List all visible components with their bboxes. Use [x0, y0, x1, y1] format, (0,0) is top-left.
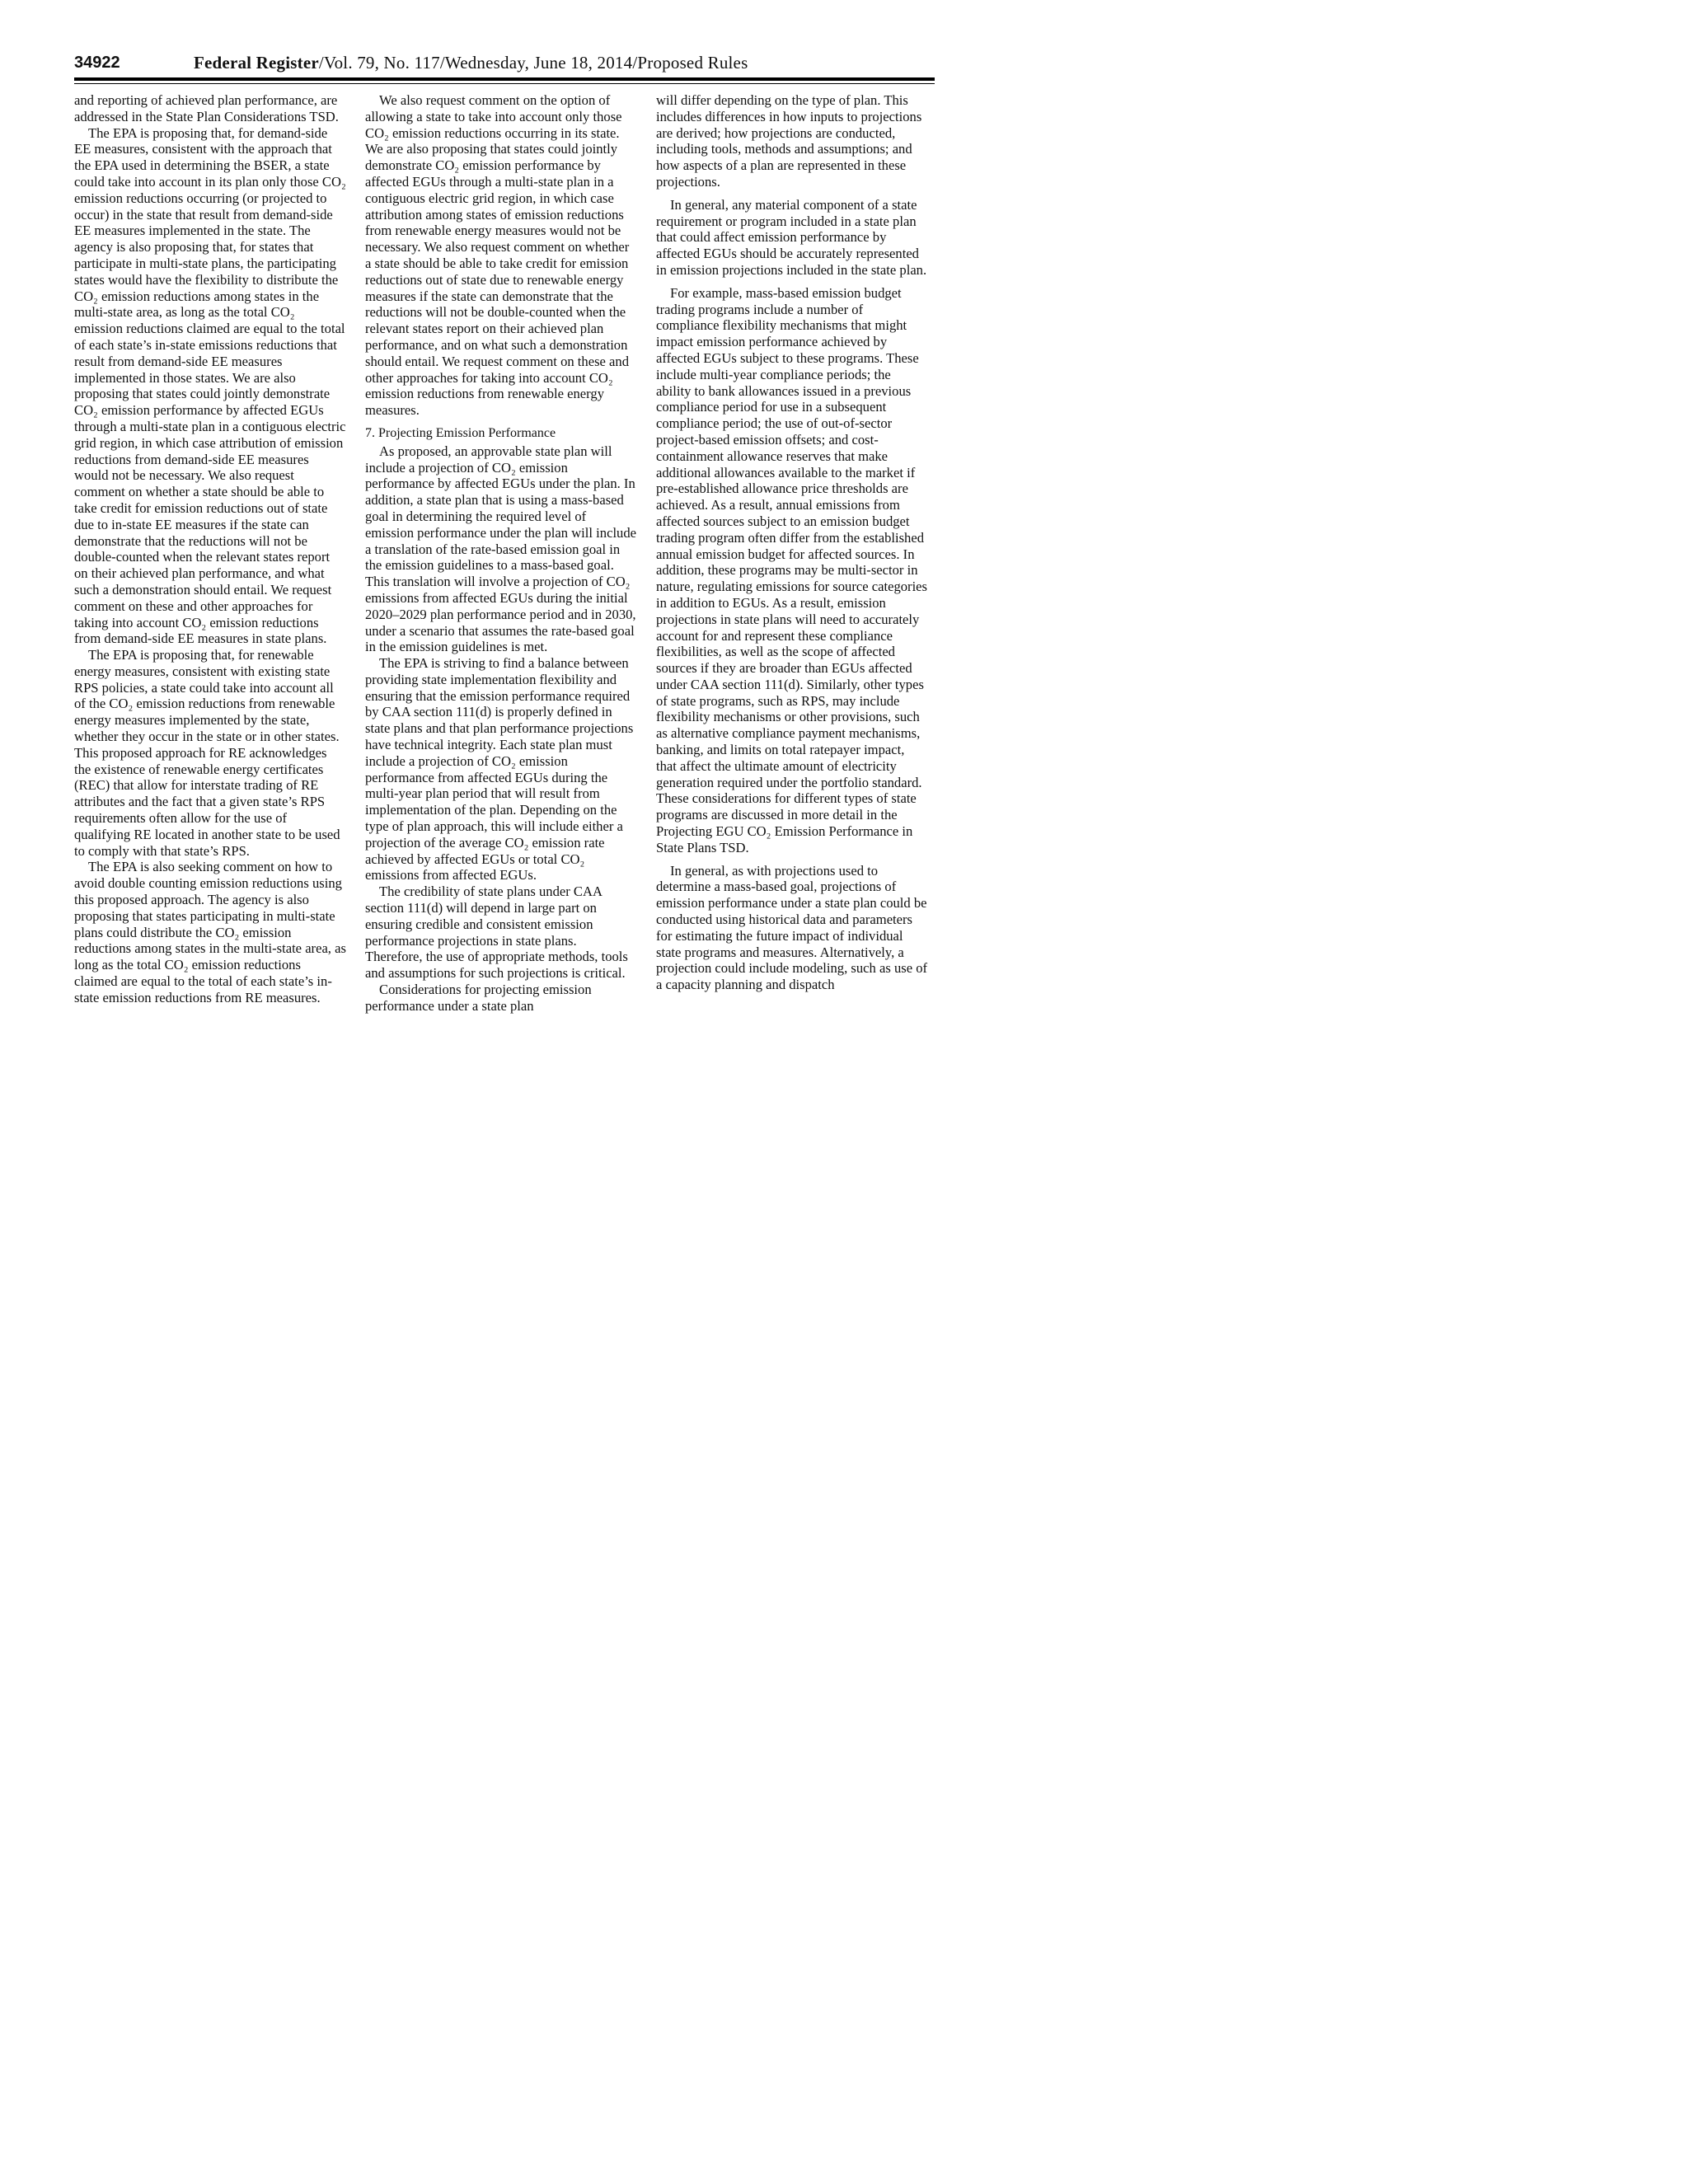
section-name: Proposed Rules: [637, 53, 748, 73]
paragraph: will differ depending on the type of plan. This includes differences in how inputs to projections are derived; how projections are conducted, including tools, methods and assumptions; and how aspects of a plan are represented in these projections.: [656, 92, 922, 190]
paragraph: In general, as with projections used to determine a mass-based goal, projections of emission performance under a state plan could be conducted using historical data and parameters for estimating the future impact of individual state programs and measures. Alternatively, a projection could include modeling, such as use of a capacity planning and dispatch: [656, 862, 928, 993]
header-rule-thick: [74, 77, 935, 81]
text-column-2: [365, 92, 637, 1015]
text-column-1: [74, 92, 346, 1006]
paragraph: The EPA is proposing that, for renewable energy measures, consistent with existing state RPS policies, a state could take into account all of the CO₂ emission reductions from renewable energy measures implemented by the state, whether they occur in the state or in other states. This proposed approach for RE acknowledges the existence of renewable energy certificates (REC) that allow for interstate trading of RE attributes and the fact that a given state’s RPS requirements often allow for the use of qualifying RE located in another state to be used to comply with that state’s RPS.: [74, 647, 340, 859]
header-separator: /: [632, 53, 638, 73]
paragraph: We also request comment on the option of allowing a state to take into account only those CO₂ emission reductions occurring in its state. We are also proposing that states could jointly demonstrate CO₂ emission performance by affected EGUs through a multi-state plan in a contiguous electric grid region, in which case attribution among states of emission reductions from renewable energy measures would not be necessary. We also request comment on whether a state should be able to take credit for emission reductions out of state due to renewable energy measures if the state can demonstrate that the reductions will not be double-counted when the relevant states report on their achieved plan performance, and on what such a demonstration should entail. We request comment on these and other approaches for taking into account CO₂ emission reductions from renewable energy measures.: [365, 92, 630, 419]
publication-date: Wednesday, June 18, 2014: [444, 53, 633, 73]
paragraph: For example, mass-based emission budget trading programs include a number of compliance flexibility mechanisms that might impact emission performance achieved by affected EGUs subject to these programs. These include multi-year compliance periods; the ability to bank allowances issued in a previous compliance period for use in a subsequent compliance period; the use of out-of-sector project-based emission offsets; and cost-containment allowance reserves that make additional allowances available to the market if pre-established allowance price thresholds are achieved. As a result, annual emissions from affected sources subject to an emission budget trading program often differ from the established annual emission budget for affected sources. In addition, these programs may be multi-sector in nature, regulating emissions for source categories in addition to EGUs. As a result, emission projections in state plans will need to accurately account for and represent these compliance flexibilities, as well as the scope of affected sources if they are broader than EGUs affected under CAA section 111(d). Similarly, other types of state programs, such as RPS, may include flexibility mechanisms or other provisions, such as alternative compliance payment mechanisms, banking, and limits on total ratepayer impact, that affect the ultimate amount of electricity generation required under the portfolio standard. These considerations for different types of state programs are discussed in more detail in the Projecting EGU CO₂ Emission Performance in State Plans TSD.: [656, 284, 927, 855]
running-header: [74, 51, 935, 74]
section-heading: 7. Projecting Emission Performance: [365, 425, 556, 440]
header-separator: /: [318, 53, 324, 73]
paragraph: As proposed, an approvable state plan will include a projection of CO₂ emission performance by affected EGUs under the plan. In addition, a state plan that is using a mass-based goal in determining the required level of emission performance under the plan will include a translation of the rate-based emission goal in the emission guidelines to a mass-based goal. This translation will involve a projection of CO₂ emissions from affected EGUs during the initial 2020–2029 plan performance period and in 2030, under a scenario that assumes the rate-based goal in the emission guidelines is met.: [365, 443, 637, 655]
paragraph: and reporting of achieved plan performance, are addressed in the State Plan Considerations TSD.: [74, 92, 339, 124]
text-column-3: [656, 92, 928, 993]
paragraph: The EPA is proposing that, for demand-side EE measures, consistent with the approach that the EPA used in determining the BSER, a state could take into account in its plan only those CO₂ emission reductions occurring (or projected to occur) in the state that result from demand-side EE measures implemented in the state. The agency is also proposing that, for states that participate in multi-state plans, the participating states would have the flexibility to distribute the CO₂ emission reductions among states in the multi-state area, as long as the total CO₂ emission reductions claimed are equal to the total of each state’s in-state emissions reductions that result from demand-side EE measures implemented in those states. We are also proposing that states could jointly demonstrate CO₂ emission performance by affected EGUs through a multi-state plan in a contiguous electric grid region, in which case attribution of emission reductions from demand-side EE measures would not be necessary. We also request comment on whether a state should be able to take credit for emission reductions out of state due to in-state EE measures if the state can demonstrate that the reductions will not be double-counted when the relevant states report on their achieved plan performance, and what such a demonstration should entail. We request comment on these and other approaches for taking into account CO₂ emission reductions from demand-side EE measures in state plans.: [74, 124, 346, 647]
page-number: 34922: [74, 54, 120, 72]
header-rule-thin: [74, 83, 935, 84]
paragraph: The EPA is striving to find a balance between providing state implementation flexibility and ensuring that the emission performance required by CAA section 111(d) is properly defined in state plans and that plan performance projections have technical integrity. Each state plan must include a projection of CO₂ emission performance from affected EGUs during the multi-year plan period that will result from implementation of the plan. Depending on the type of plan approach, this will include either a projection of the average CO₂ emission rate achieved by affected EGUs or total CO₂ emissions from affected EGUs.: [365, 655, 634, 883]
paragraph: Considerations for projecting emission performance under a state plan: [365, 982, 592, 1014]
header-separator: /: [439, 53, 445, 73]
paragraph: In general, any material component of a state requirement or program included in a state plan that could affect emission performance by affected EGUs should be accurately represented in emission projections included in the state plan.: [656, 196, 927, 278]
running-head-text: [194, 51, 748, 74]
paragraph: The EPA is also seeking comment on how to avoid double counting emission reductions using this proposed approach. The agency is also proposing that states participating in multi-state plans could distribute the CO₂ emission reductions among states in the multi-state area, as long as the total CO₂ emission reductions claimed are equal to the total of each state’s in-state emission reductions from RE measures.: [74, 859, 346, 1005]
volume-issue: Vol. 79, No. 117: [323, 53, 440, 73]
publication-name: Federal Register: [194, 53, 319, 73]
paragraph: The credibility of state plans under CAA section 111(d) will depend in large part on ensuring credible and consistent emission performance projections in state plans. Therefore, the use of appropriate methods, tools and assumptions for such projections is critical.: [365, 883, 628, 982]
